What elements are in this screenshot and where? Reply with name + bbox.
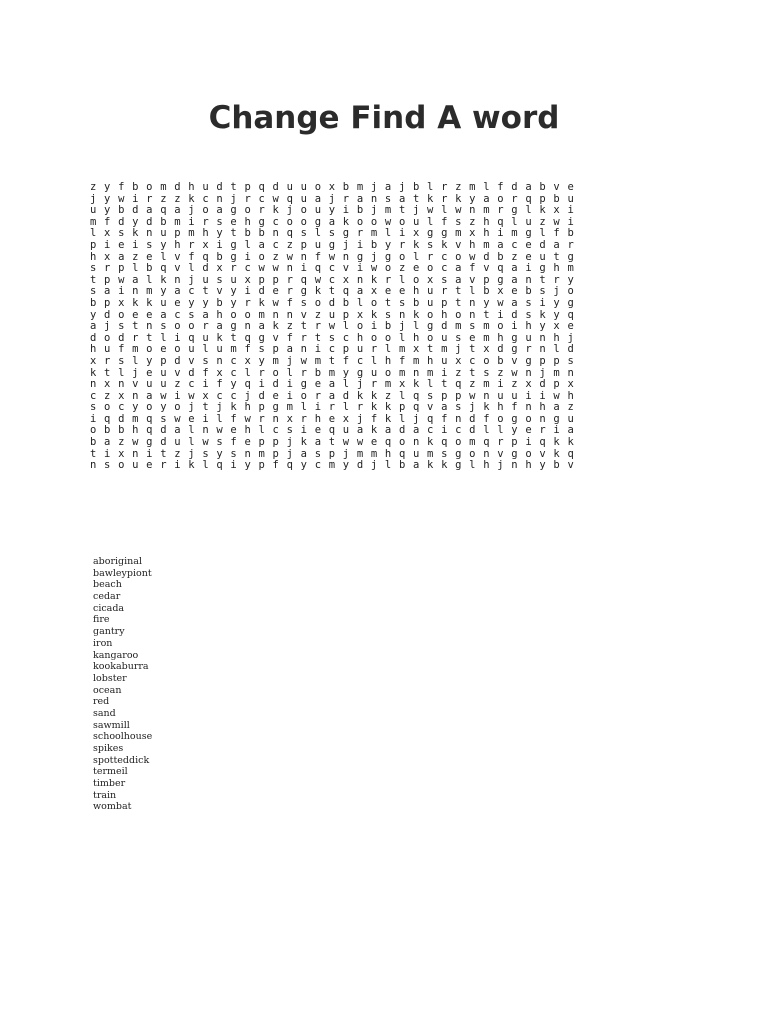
word-list-item: red <box>93 696 110 708</box>
grid-row: n s o u e r i k l q i y p f q y c m y d j l b a k k g l h j n h y b v <box>90 459 575 472</box>
word-list-item: kookaburra <box>93 661 149 673</box>
grid-row: h u f m o e o u l u m f s p a n i c p u r l m x t m j t x d g r n l d <box>90 343 575 356</box>
word-list-item: fire <box>93 614 110 626</box>
word-list-item: iron <box>93 637 113 649</box>
word-list-item: sand <box>93 707 116 719</box>
grid-row: s o c y o y o j t j k h p g m l i r l r k k p q v a s j k h f n h a z <box>90 401 575 414</box>
word-list-item: aboriginal <box>93 556 142 567</box>
page-title: Change Find A word <box>208 100 560 136</box>
word-list-item: timber <box>93 778 126 790</box>
grid-row: a j s t n s o o r a g n a k z t r w l o i b j l g d m s m o i h y x e <box>90 320 575 333</box>
grid-row: t p w a l k n j u s u x p p r q w c x n k r l o x s a v p g a n t r y <box>90 273 575 286</box>
word-list-item: lobster <box>93 672 127 684</box>
word-list <box>93 556 152 813</box>
word-list-item: bawleypiont <box>93 567 152 579</box>
word-list-item: beach <box>93 579 122 591</box>
word-list-item: cicada <box>93 602 125 614</box>
grid-row: d o d r t l i q u k t q g v f r t s c h o o l h o u s e m h g u n h j <box>90 331 575 344</box>
grid-row: u y b d a q a j o a g o r k j o u y i b j m t j w l w n m r g l k x i <box>90 204 575 217</box>
grid-row: h x a z e l v f q b g i o z w n f w n g j g o l r c o w d b z e u t g <box>90 250 575 263</box>
grid-row: s r p l b q v l d x r c w w n i q c v i w o z e o c a f v q a i g h m <box>90 262 575 275</box>
word-list-item: spotteddick <box>93 754 150 766</box>
word-list-item: spikes <box>93 743 124 754</box>
grid-row: c z x n a w i w x c c j d e i o r a d k k z l q s p p w n u u i i w h <box>90 389 575 402</box>
word-list-item: ocean <box>93 684 122 696</box>
word-list-item: sawmill <box>93 719 130 731</box>
grid-row: m f d y d b m i r s e h g c o o g a k o o w o u l f s z h q l u z w i <box>90 215 575 228</box>
grid-row: t i x n i t z j s y s n m p j a s p j m m h q u m s g o n v g o v k q <box>90 447 575 460</box>
grid-row: x r s l y p d v s n c x y m j w m t f c l h f m h u x c o b v g p p s <box>90 354 575 367</box>
grid-row: k t l j e u v d f x c l r o l r b m y g u o m n m i z t s z w n j m n <box>90 366 575 379</box>
grid-row: l x s k n u p m h y t b b n q s l s g r m l i x g g m x h i m g l f b <box>90 227 575 240</box>
grid-row: o b b h q d a l n w e h l c s i e q u a k a d a c i c d l l y e r i a <box>90 424 575 437</box>
word-list-item: kangaroo <box>93 649 139 661</box>
grid-row: n x n v u u z c i f y q i d i g e a l j r m x k l t q z m i z x d p x <box>90 378 575 391</box>
grid-row: y d o e e a c s a h o o m n n v z u p x k s n k o h o n t i d s k y q <box>90 308 575 321</box>
grid-row: z y f b o m d h u d t p q d u u o x b m j a j b l r z m l f d a b v e <box>90 181 575 193</box>
word-list-item: train <box>93 789 117 801</box>
word-list-item: gantry <box>93 626 125 638</box>
grid-row: b a z w g d u l w s f e p p j k a t w w e q o n k q o m q r p i q k k <box>90 436 575 449</box>
word-list-item: termeil <box>93 766 128 778</box>
grid-row: j y w i r z z k c n j r c w q u a j r a n s a t k r k y a o r q p b u <box>90 192 575 205</box>
grid-row: s a i n m y a c t v y i d e r g k t q a x e e h u r t l b x e b s j o <box>90 285 575 298</box>
word-list-item: cedar <box>93 591 121 603</box>
word-list-item: schoolhouse <box>93 731 153 743</box>
grid-row: p i e i s y h r x i g l a c z p u g j i b y r k s k v h m a c e d a r <box>90 238 575 251</box>
grid-row: b p x k k u e y y b y r k w f s o d b l o t s b u p t n y w a s i y g <box>90 296 575 309</box>
word-list-item: wombat <box>93 801 132 813</box>
grid-row: i q d m q s w e i l f w r n x r h e x j f k l j q f n d f o g o n g u <box>90 412 575 425</box>
word-search-grid <box>90 182 575 472</box>
